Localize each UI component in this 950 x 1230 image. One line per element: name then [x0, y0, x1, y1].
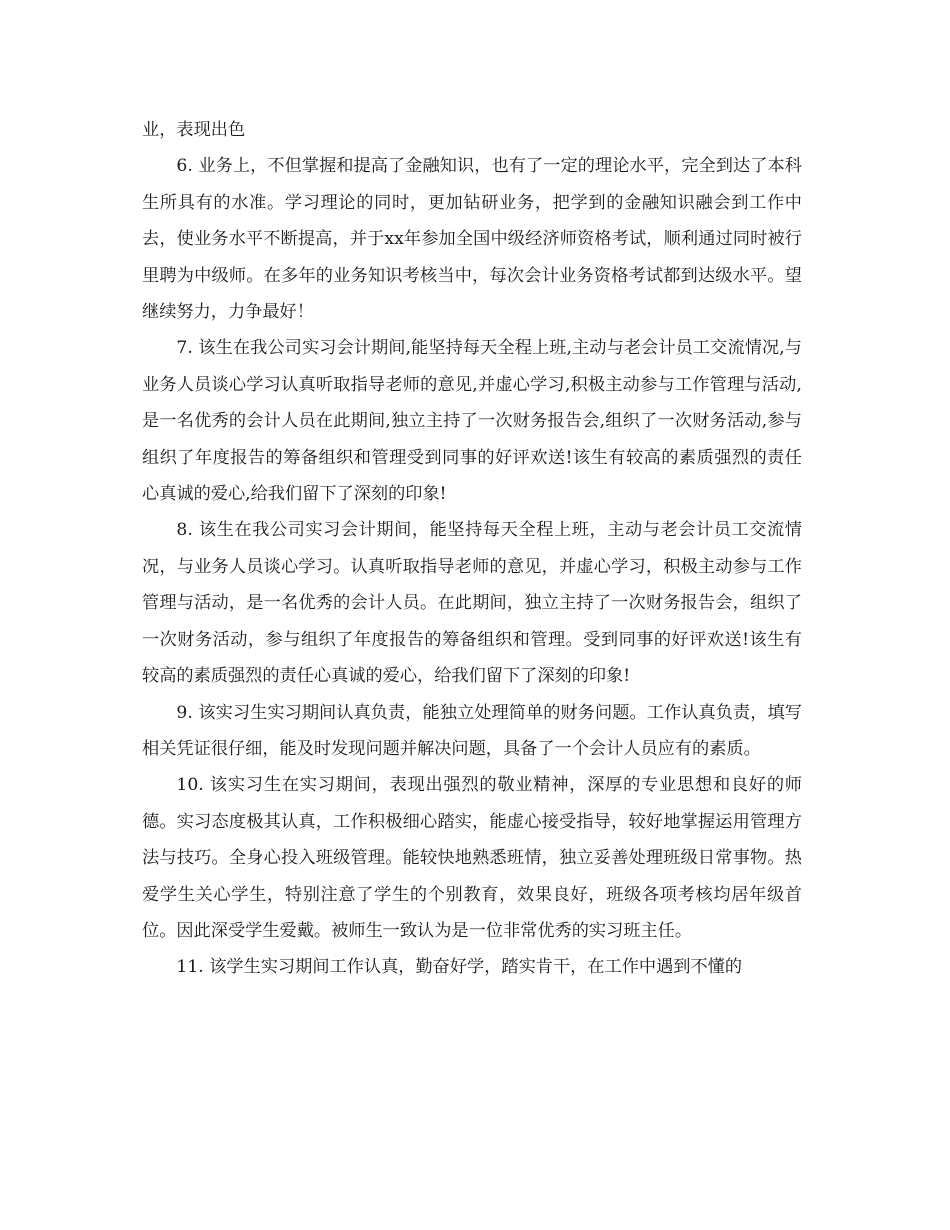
- document-page: [142, 112, 802, 986]
- paragraph-item-10: 10. 该实习生在实习期间，表现出强烈的敬业精神，深厚的专业思想和良好的师德。实习态度极其认真，工作积极细心踏实，能虚心接受指导，较好地掌握运用管理方法与技巧。全身心投入班级管理。能较快地熟悉班情，独立妥善处理班级日常事物。热爱学生关心学生，特别注意了学生的个别教育，效果良好，班级各项考核均居年级首位。因此深受学生爱戴。被师生一致认为是一位非常优秀的实习班主任。: [142, 775, 802, 941]
- paragraph-item-8: 8. 该生在我公司实习会计期间，能坚持每天全程上班，主动与老会计员工交流情况，与业务人员谈心学习。认真听取指导老师的意见，并虚心学习，积极主动参与工作管理与活动，是一名优秀的会计人员。在此期间，独立主持了一次财务报告会，组织了一次财务活动，参与组织了年度报告的筹备组织和管理。受到同事的好评欢送!该生有较高的素质强烈的责任心真诚的爱心，给我们留下了深刻的印象!: [142, 520, 802, 687]
- paragraph-item-9: 9. 该实习生实习期间认真负责，能独立处理简单的财务问题。工作认真负责，填写相关凭证很仔细，能及时发现问题并解决问题，具备了一个会计人员应有的素质。: [142, 702, 802, 759]
- paragraph-item-7: 7. 该生在我公司实习会计期间,能坚持每天全程上班,主动与老会计员工交流情况,与业务人员谈心学习认真听取指导老师的意见,并虚心学习,积极主动参与工作管理与活动,是一名优秀的会计人员在此期间,独立主持了一次财务报告会,组织了一次财务活动,参与组织了年度报告的筹备组织和管理受到同事的好评欢送!该生有较高的素质强烈的责任心真诚的爱心,给我们留下了深刻的印象!: [142, 338, 802, 505]
- paragraph-item-11: 11. 该学生实习期间工作认真，勤奋好学，踏实肯干，在工作中遇到不懂的: [176, 957, 743, 978]
- paragraph-continuation: 业，表现出色: [142, 120, 246, 140]
- paragraph-item-6: 6. 业务上，不但掌握和提高了金融知识，也有了一定的理论水平，完全到达了本科生所具有的水准。学习理论的同时，更加钻研业务，把学到的金融知识融会到工作中去，使业务水平不断提高，并于xx年参加全国中级经济师资格考试，顺利通过同时被行里聘为中级师。在多年的业务知识考核当中，每次会计业务资格考试都到达级水平。望继续努力，力争最好！: [142, 156, 802, 323]
